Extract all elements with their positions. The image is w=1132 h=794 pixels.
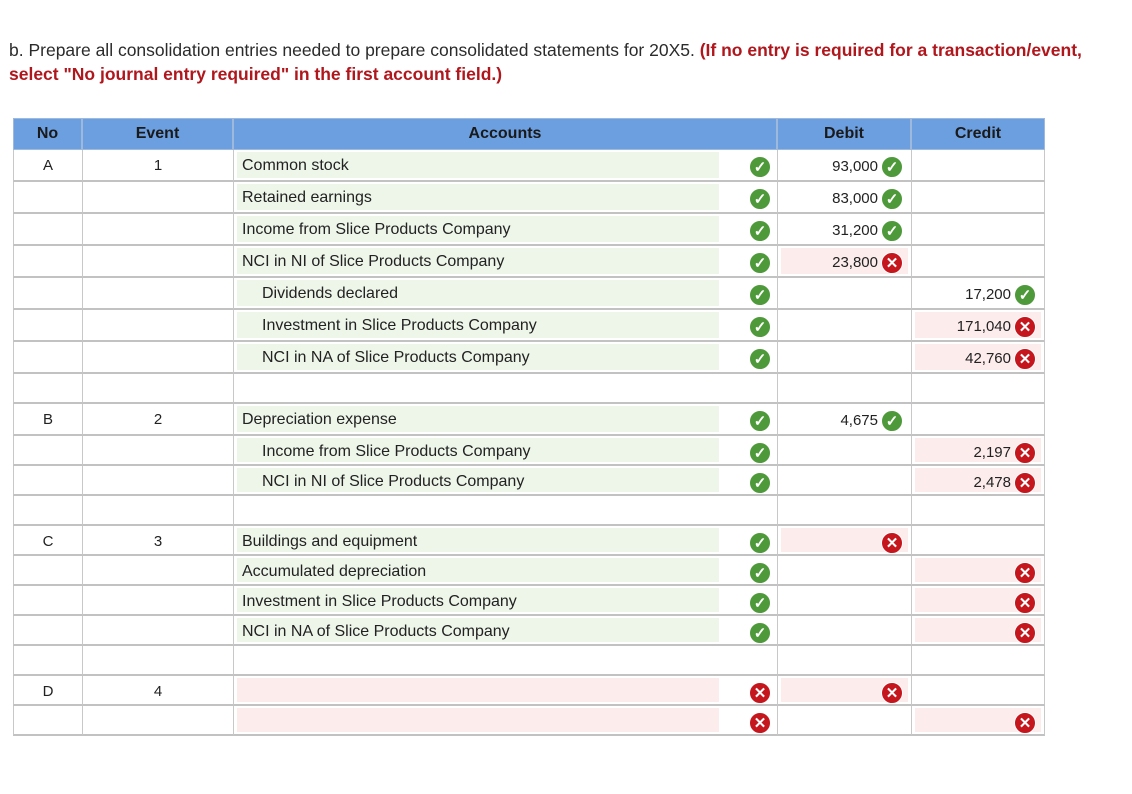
event-cell [82,374,233,404]
x-icon: ✕ [1014,316,1036,338]
credit-input[interactable] [915,406,1041,432]
check-icon: ✓ [749,622,771,644]
debit-input[interactable] [781,438,908,462]
account-select[interactable] [237,438,719,462]
event-cell [82,676,233,706]
check-icon: ✓ [749,562,771,584]
entry-no-cell [13,706,82,736]
x-icon: ✕ [749,682,771,704]
account-cell [233,526,777,556]
check-icon: ✓ [881,188,903,210]
account-cell [233,586,777,616]
x-icon: ✕ [881,532,903,554]
event-number: 2 [153,411,163,428]
table-row [13,436,1045,466]
debit-amount: 23,800 [832,254,878,271]
entry-no: C [42,533,54,550]
account-cell [233,466,777,496]
account-name: NCI in NI of Slice Products Company [262,473,525,490]
check-icon: ✓ [749,348,771,370]
event-cell [82,342,233,374]
account-name: Retained earnings [242,189,372,206]
entry-no-cell [13,526,82,556]
account-cell [233,182,777,214]
account-name: NCI in NA of Slice Products Company [242,623,510,640]
credit-cell [911,706,1045,736]
account-name: Accumulated depreciation [242,563,427,580]
debit-cell [777,278,911,310]
account-select[interactable] [237,558,719,582]
entry-no-cell [13,342,82,374]
account-select[interactable] [237,588,719,612]
check-icon: ✓ [749,532,771,554]
credit-cell [911,214,1045,246]
account-cell [233,556,777,586]
debit-cell [777,214,911,246]
credit-cell [911,496,1045,526]
instruction-emphasis: (If no entry is required for a transaction/event, select "No journal entry required" in the first account field.) [9,40,1082,84]
check-icon: ✓ [749,188,771,210]
table-row [13,342,1045,374]
table-row [13,310,1045,342]
debit-cell [777,526,911,556]
credit-cell [911,586,1045,616]
credit-input[interactable] [915,376,1041,400]
x-icon: ✕ [1014,562,1036,584]
instructions [9,38,1119,86]
x-icon: ✕ [1014,442,1036,464]
check-icon: ✓ [1014,284,1036,306]
check-icon: ✓ [749,472,771,494]
event-cell [82,526,233,556]
credit-input[interactable] [915,248,1041,274]
account-select[interactable] [237,708,719,732]
credit-amount: 2,478 [973,474,1011,491]
debit-amount: 31,200 [832,222,878,239]
account-cell [233,404,777,436]
event-cell [82,496,233,526]
event-cell [82,466,233,496]
check-icon: ✓ [749,220,771,242]
debit-cell [777,182,911,214]
x-icon: ✕ [881,682,903,704]
debit-input[interactable] [781,558,908,582]
entry-no-cell [13,436,82,466]
table-row [13,374,1045,404]
account-cell [233,150,777,182]
debit-cell [777,310,911,342]
account-name: NCI in NI of Slice Products Company [242,253,505,270]
account-cell [233,374,777,404]
event-number: 3 [153,533,163,550]
event-cell [82,706,233,736]
table-row [13,676,1045,706]
debit-amount: 83,000 [832,190,878,207]
credit-cell [911,526,1045,556]
account-cell [233,706,777,736]
table-row [13,706,1045,736]
table-row [13,526,1045,556]
x-icon: ✕ [1014,472,1036,494]
account-cell [233,496,777,526]
table-row [13,496,1045,526]
credit-cell [911,374,1045,404]
event-cell [82,586,233,616]
event-number: 4 [153,683,163,700]
header-no: No [13,118,82,150]
account-select[interactable] [237,312,719,338]
credit-amount: 42,760 [965,350,1011,367]
check-icon: ✓ [749,442,771,464]
entry-no-cell [13,246,82,278]
check-icon: ✓ [881,220,903,242]
account-select[interactable] [237,406,719,432]
debit-cell [777,706,911,736]
debit-cell [777,646,911,676]
account-select[interactable] [237,376,719,400]
x-icon: ✕ [1014,592,1036,614]
credit-cell [911,342,1045,374]
x-icon: ✕ [881,252,903,274]
table-row [13,150,1045,182]
debit-cell [777,496,911,526]
credit-amount: 171,040 [956,318,1011,335]
check-icon: ✓ [749,156,771,178]
account-cell [233,436,777,466]
credit-input[interactable] [915,678,1041,702]
table-row [13,616,1045,646]
entry-no-cell [13,182,82,214]
debit-input[interactable] [781,344,908,370]
x-icon: ✕ [749,712,771,734]
x-icon: ✕ [1014,348,1036,370]
event-number: 1 [153,157,163,174]
entry-no-cell [13,466,82,496]
account-name: NCI in NA of Slice Products Company [262,349,530,366]
account-cell [233,616,777,646]
credit-amount: 2,197 [973,444,1011,461]
credit-input[interactable] [915,498,1041,522]
check-icon: ✓ [881,156,903,178]
header-debit: Debit [777,118,911,150]
event-cell [82,150,233,182]
x-icon: ✕ [1014,622,1036,644]
header-event: Event [82,118,233,150]
account-select[interactable] [237,248,719,274]
debit-input[interactable] [781,498,908,522]
check-icon: ✓ [749,284,771,306]
account-cell [233,342,777,374]
account-select[interactable] [237,528,719,552]
event-cell [82,182,233,214]
debit-cell [777,676,911,706]
debit-cell [777,246,911,278]
event-cell [82,646,233,676]
header-credit: Credit [911,118,1045,150]
check-icon: ✓ [749,252,771,274]
credit-cell [911,436,1045,466]
entry-no-cell [13,404,82,436]
entry-no-cell [13,496,82,526]
check-icon: ✓ [881,410,903,432]
credit-cell [911,278,1045,310]
debit-cell [777,342,911,374]
event-cell [82,278,233,310]
credit-cell [911,466,1045,496]
check-icon: ✓ [749,410,771,432]
check-icon: ✓ [749,316,771,338]
debit-input[interactable] [781,648,908,672]
credit-cell [911,150,1045,182]
entry-no: D [42,683,54,700]
debit-cell [777,466,911,496]
account-select[interactable] [237,468,719,492]
debit-cell [777,616,911,646]
account-cell [233,676,777,706]
credit-input[interactable] [915,152,1041,178]
debit-cell [777,404,911,436]
table-row [13,246,1045,278]
debit-input[interactable] [781,468,908,492]
entry-no-cell [13,676,82,706]
event-cell [82,436,233,466]
event-cell [82,556,233,586]
table-row [13,214,1045,246]
event-cell [82,214,233,246]
entry-no-cell [13,556,82,586]
table-row [13,182,1045,214]
debit-cell [777,374,911,404]
entry-no-cell [13,310,82,342]
credit-input[interactable] [915,184,1041,210]
credit-cell [911,182,1045,214]
entry-no-cell [13,616,82,646]
account-select[interactable] [237,618,719,642]
account-name: Common stock [242,157,349,174]
entry-no-cell [13,214,82,246]
entry-no-cell [13,374,82,404]
x-icon: ✕ [1014,712,1036,734]
credit-cell [911,676,1045,706]
account-select[interactable] [237,498,719,522]
credit-amount: 17,200 [965,286,1011,303]
entry-no: B [42,411,53,428]
credit-input[interactable] [915,528,1041,552]
account-select[interactable] [237,152,719,178]
account-select[interactable] [237,344,719,370]
instruction-text: b. Prepare all consolidation entries needed to prepare consolidated statements for 20X5. [9,40,695,60]
entry-no-cell [13,278,82,310]
account-cell [233,214,777,246]
account-cell [233,646,777,676]
account-cell [233,310,777,342]
debit-amount: 4,675 [840,412,878,429]
debit-input[interactable] [781,588,908,612]
account-name: Income from Slice Products Company [262,443,531,460]
debit-cell [777,556,911,586]
entry-no-cell [13,646,82,676]
header-accounts: Accounts [233,118,777,150]
debit-input[interactable] [781,618,908,642]
account-name: Dividends declared [262,285,399,302]
event-cell [82,616,233,646]
check-icon: ✓ [749,592,771,614]
debit-input[interactable] [781,312,908,338]
event-cell [82,246,233,278]
credit-cell [911,246,1045,278]
event-cell [82,404,233,436]
table-row [13,646,1045,676]
account-name: Income from Slice Products Company [242,221,511,238]
credit-cell [911,556,1045,586]
account-select[interactable] [237,216,719,242]
entry-no-cell [13,586,82,616]
account-name: Depreciation expense [242,411,397,428]
debit-cell [777,586,911,616]
account-cell [233,278,777,310]
account-name: Investment in Slice Products Company [262,317,537,334]
table-row [13,556,1045,586]
account-name: Buildings and equipment [242,533,418,550]
credit-cell [911,616,1045,646]
account-cell [233,246,777,278]
debit-input[interactable] [781,280,908,306]
table-row [13,586,1045,616]
event-cell [82,310,233,342]
debit-amount: 93,000 [832,158,878,175]
debit-cell [777,150,911,182]
debit-input[interactable] [781,376,908,400]
account-select[interactable] [237,678,719,702]
credit-cell [911,646,1045,676]
credit-input[interactable] [915,216,1041,242]
entry-no-cell [13,150,82,182]
table-row [13,404,1045,436]
debit-input[interactable] [781,708,908,732]
credit-cell [911,404,1045,436]
credit-cell [911,310,1045,342]
entry-no: A [42,157,53,174]
account-name: Investment in Slice Products Company [242,593,517,610]
debit-cell [777,436,911,466]
credit-input[interactable] [915,648,1041,672]
account-select[interactable] [237,184,719,210]
account-select[interactable] [237,280,719,306]
table-row [13,278,1045,310]
table-row [13,466,1045,496]
account-select[interactable] [237,648,719,672]
